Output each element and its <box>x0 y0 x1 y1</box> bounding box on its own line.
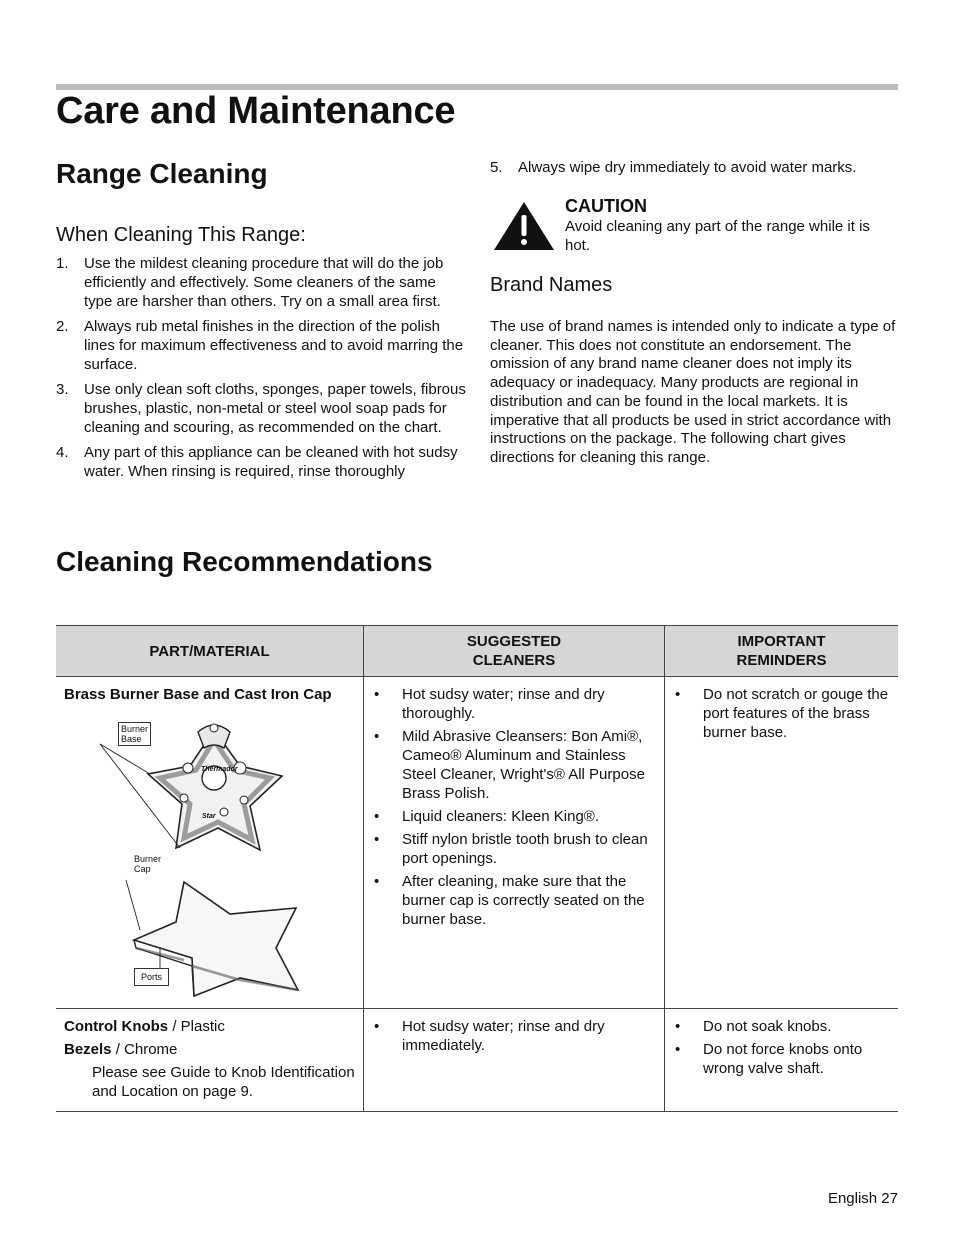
brand-names-text: The use of brand names is intended only to indicate a type of cleaner. This does not constitute an endorsement. The omission of any brand name cleaner does not imply its adequacy or inadequacy. Many products are regional in distribution and can be found in the local markets. It is imperative that all products be used in strict accordance with instructions on the package. The following chart gives directions for cleaning this range. <box>490 318 896 466</box>
list-item: 3. Use only clean soft cloths, sponges, paper towels, fibrous brushes, plastic, non-metal or steel wool soap pads for cleaning and scouring, as recommended on the chart. <box>56 381 466 436</box>
cleaning-step-5 <box>490 158 898 183</box>
list-item: • Do not force knobs onto wrong valve shaft. <box>675 1041 863 1077</box>
list-item: • After cleaning, make sure that the burner cap is correctly seated on the burner base. <box>374 873 645 928</box>
list-item: 5. Always wipe dry immediately to avoid water marks. <box>490 159 857 176</box>
reminders-cell <box>665 677 899 1009</box>
list-item: 4. Any part of this appliance can be cleaned with hot sudsy water. When rinsing is required, rinse thoroughly <box>56 444 458 480</box>
when-cleaning-subheading: When Cleaning This Range: <box>56 224 306 246</box>
part-cell <box>56 1009 364 1112</box>
reminders-list <box>673 685 890 742</box>
control-knobs-line: Control Knobs / Plastic <box>64 1018 225 1035</box>
header-important-reminders: IMPORTANT REMINDERS <box>665 626 899 677</box>
page-title: Care and Maintenance <box>56 90 456 132</box>
list-item: • Hot sudsy water; rinse and dry immediately. <box>374 1018 605 1054</box>
header-part-material: PART/MATERIAL <box>56 626 364 677</box>
cleaners-list <box>372 685 656 929</box>
logo-star: Star <box>202 813 216 820</box>
cleaning-recommendations-heading: Cleaning Recommendations <box>56 546 433 577</box>
cleaning-recommendations-table <box>56 625 898 1112</box>
burner-base-label: Burner Base <box>118 722 151 746</box>
burner-illustration <box>64 708 324 998</box>
logo-thermador: Thermador <box>201 766 238 773</box>
cleaning-steps-list <box>56 254 466 487</box>
warning-triangle-icon <box>492 200 556 252</box>
list-item: • Hot sudsy water; rinse and dry thoroughly. <box>374 686 605 722</box>
reminders-cell <box>665 1009 899 1112</box>
page-footer: English 27 <box>827 1190 898 1207</box>
brand-names-heading: Brand Names <box>490 274 613 296</box>
part-cell <box>56 677 364 1009</box>
table-row <box>56 1009 898 1112</box>
list-item: • Liquid cleaners: Kleen King®. <box>374 808 600 825</box>
list-item: • Mild Abrasive Cleansers: Bon Ami®, Cameo® Aluminum and Stainless Steel Cleaner, Wright's® All Purpose Brass Polish. <box>374 728 645 802</box>
table-header-row <box>56 626 898 677</box>
knob-guide-note: Please see Guide to Knob Identification and Location on page 9. <box>92 1064 355 1100</box>
cleaners-list <box>372 1017 656 1055</box>
burner-cap-label: Burner Cap <box>134 854 162 874</box>
cleaners-cell <box>364 677 665 1009</box>
caution-text: Avoid cleaning any part of the range while it is hot. <box>565 218 870 254</box>
caution-box <box>490 196 898 256</box>
bezels-line: Bezels / Chrome <box>64 1041 178 1058</box>
burner-diagram <box>64 708 324 998</box>
list-item: • Do not soak knobs. <box>675 1018 832 1035</box>
part-name: Brass Burner Base and Cast Iron Cap <box>64 686 332 703</box>
table-row <box>56 677 898 1009</box>
ports-label: Ports <box>134 968 169 986</box>
list-item: • Stiff nylon bristle tooth brush to clean port openings. <box>374 831 648 867</box>
list-item: 1. Use the mildest cleaning procedure that will do the job efficiently and effectively. Some cleaners of the same type are harsher than others. Try on a small area first. <box>56 255 444 310</box>
list-item: • Do not scratch or gouge the port features of the brass burner base. <box>675 686 889 741</box>
reminders-list <box>673 1017 890 1078</box>
caution-title: CAUTION <box>565 196 647 216</box>
cleaners-cell <box>364 1009 665 1112</box>
list-item: 2. Always rub metal finishes in the direction of the polish lines for maximum effectiveness and to avoid marring the surface. <box>56 318 464 373</box>
range-cleaning-heading: Range Cleaning <box>56 158 268 189</box>
header-suggested-cleaners: SUGGESTED CLEANERS <box>364 626 665 677</box>
